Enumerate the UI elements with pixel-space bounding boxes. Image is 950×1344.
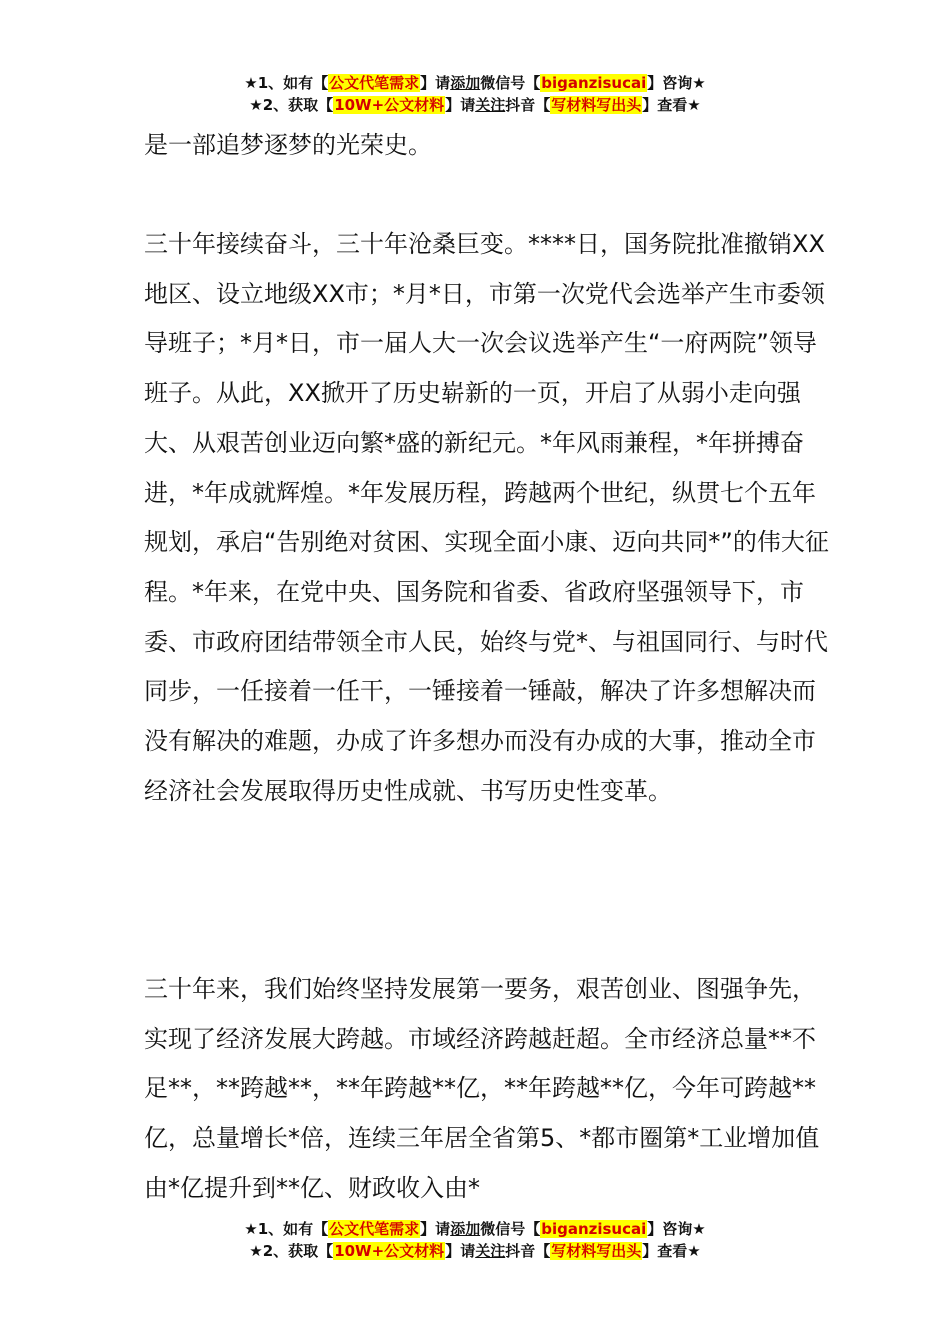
promo-banner-bottom bbox=[0, 1218, 950, 1262]
paragraph-3: 三十年来，我们始终坚持发展第一要务，艰苦创业、图强争先，实现了经济发展大跨越。市域经济跨越赶超。全市经济总量**不足**，**跨越**，**年跨越**亿，**年跨越**亿，今年可跨越**亿，总量增长*倍，连续三年居全省第5、*都市圈第*工业增加值由*亿提升到**亿、财政收入由* bbox=[144, 975, 820, 1202]
promo-banner-top bbox=[0, 72, 950, 116]
highlight-materials: 10W+公文材料 bbox=[334, 96, 445, 114]
paragraph-2: 三十年接续奋斗，三十年沧桑巨变。****日，国务院批准撤销XX地区、设立地级XX市；*月*日，市第一次党代会选举产生市委领导班子；*月*日，市一届人大一次会议选举产生“一府两院”领导班子。从此，XX掀开了历史崭新的一页，开启了从弱小走向强大、从艰苦创业迈向繁*盛的新纪元。*年风雨兼程，*年拼搏奋进，*年成就辉煌。*年发展历程，跨越两个世纪，纵贯七个五年规划，承启“告别绝对贫困、实现全面小康、迈向共同*”的伟大征程。*年来，在党中央、国务院和省委、省政府坚强领导下，市委、市政府团结带领全市人民，始终与党*、与祖国同行、与时代同步，一任接着一任干，一锤接着一锤敲，解决了许多想解决而没有解决的难题，办成了许多想办而没有办成的大事，推动全市经济社会发展取得历史性成就、书写历史性变革。 bbox=[144, 230, 829, 805]
highlight-wechat-id: biganzisucai bbox=[541, 74, 647, 92]
highlight-douyin: 写材料写出头 bbox=[551, 1242, 642, 1260]
highlight-douyin: 写材料写出头 bbox=[551, 96, 642, 114]
highlight-wechat-id: biganzisucai bbox=[541, 1220, 647, 1238]
promo-line-1: ★1、如有【公文代笔需求】请添加微信号【biganzisucai】咨询★ bbox=[244, 1220, 706, 1238]
promo-line-2: ★2、获取【10W+公文材料】请关注抖音【写材料写出头】查看★ bbox=[249, 1242, 701, 1260]
paragraph-1: 是一部追梦逐梦的光荣史。 bbox=[144, 131, 432, 159]
promo-line-1: ★1、如有【公文代笔需求】请添加微信号【biganzisucai】咨询★ bbox=[244, 74, 706, 92]
highlight-service: 公文代笔需求 bbox=[329, 74, 420, 92]
highlight-materials: 10W+公文材料 bbox=[334, 1242, 445, 1260]
promo-line-2: ★2、获取【10W+公文材料】请关注抖音【写材料写出头】查看★ bbox=[249, 96, 701, 114]
highlight-service: 公文代笔需求 bbox=[329, 1220, 420, 1238]
